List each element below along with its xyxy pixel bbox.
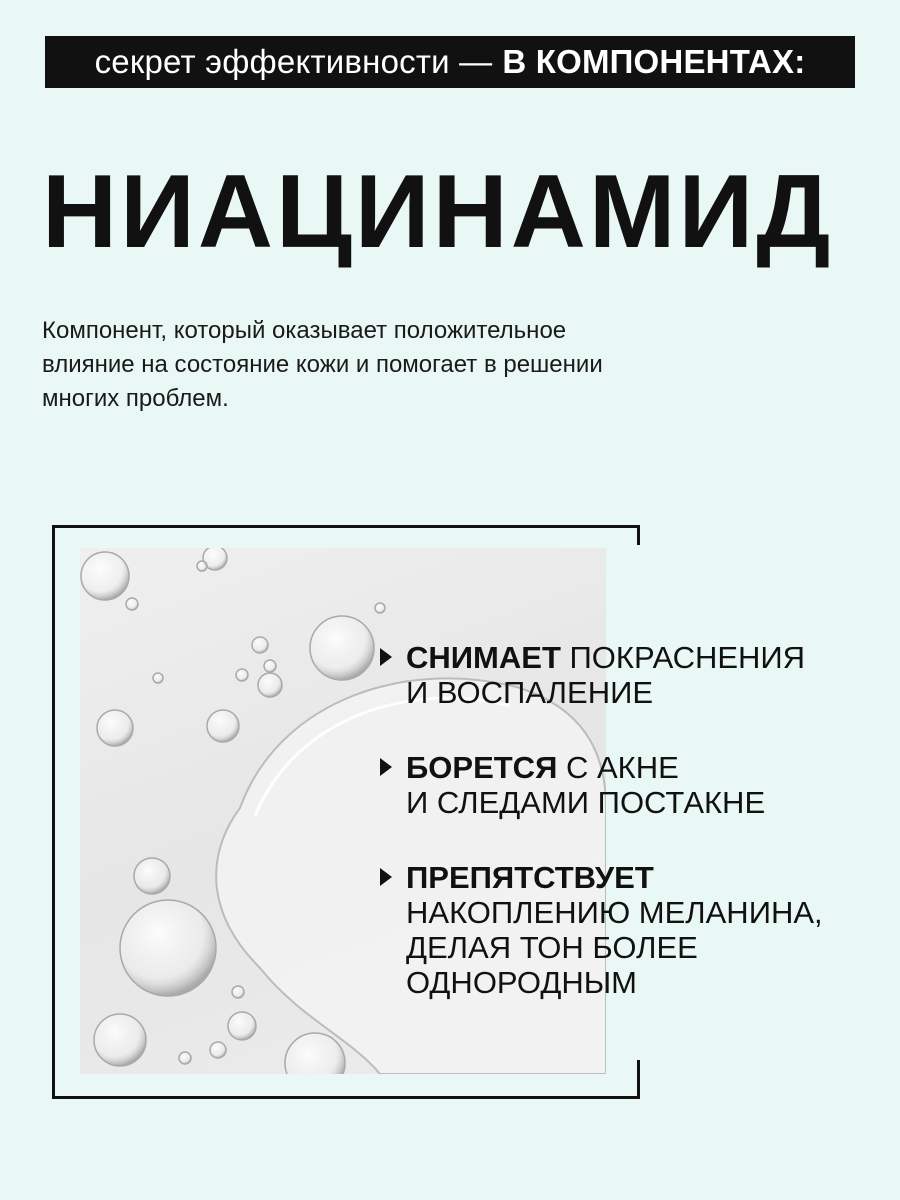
arrow-right-icon <box>378 866 394 888</box>
benefit-line: НАКОПЛЕНИЮ МЕЛАНИНА, <box>406 895 823 930</box>
benefit-bold: БОРЕТСЯ <box>406 750 558 785</box>
benefit-bold: ПРЕПЯТСТВУЕТ <box>406 860 654 895</box>
benefit-line: И ВОСПАЛЕНИЕ <box>406 675 654 710</box>
benefit-first-line <box>406 860 848 895</box>
header-banner <box>45 36 855 88</box>
arrow-right-icon <box>378 646 394 668</box>
arrow-right-icon <box>378 756 394 778</box>
description-line: Компонент, который оказывает положительное <box>42 317 567 344</box>
description-line: многих проблем. <box>42 385 229 412</box>
description-line: влияние на состояние кожи и помогает в решении <box>42 351 603 378</box>
header-bold-text: В КОМПОНЕНТАХ: <box>502 43 806 80</box>
benefit-bold: СНИМАЕТ <box>406 640 561 675</box>
benefit-rest: С АКНЕ <box>565 750 679 785</box>
description <box>42 314 742 416</box>
benefit-first-line <box>406 640 848 675</box>
benefit-item <box>378 640 848 710</box>
benefit-first-line <box>406 750 848 785</box>
page-title: НИАЦИНАМИД <box>42 154 834 270</box>
benefit-rest: ПОКРАСНЕНИЯ <box>569 640 806 675</box>
benefit-line: И СЛЕДАМИ ПОСТАКНЕ <box>406 785 766 820</box>
header-light-text: секрет эффективности — <box>94 43 493 80</box>
benefits-list <box>378 640 848 1040</box>
benefit-line: ОДНОРОДНЫМ <box>406 965 638 1000</box>
benefit-item <box>378 860 848 1000</box>
benefit-line: ДЕЛАЯ ТОН БОЛЕЕ <box>406 930 698 965</box>
benefit-item <box>378 750 848 820</box>
